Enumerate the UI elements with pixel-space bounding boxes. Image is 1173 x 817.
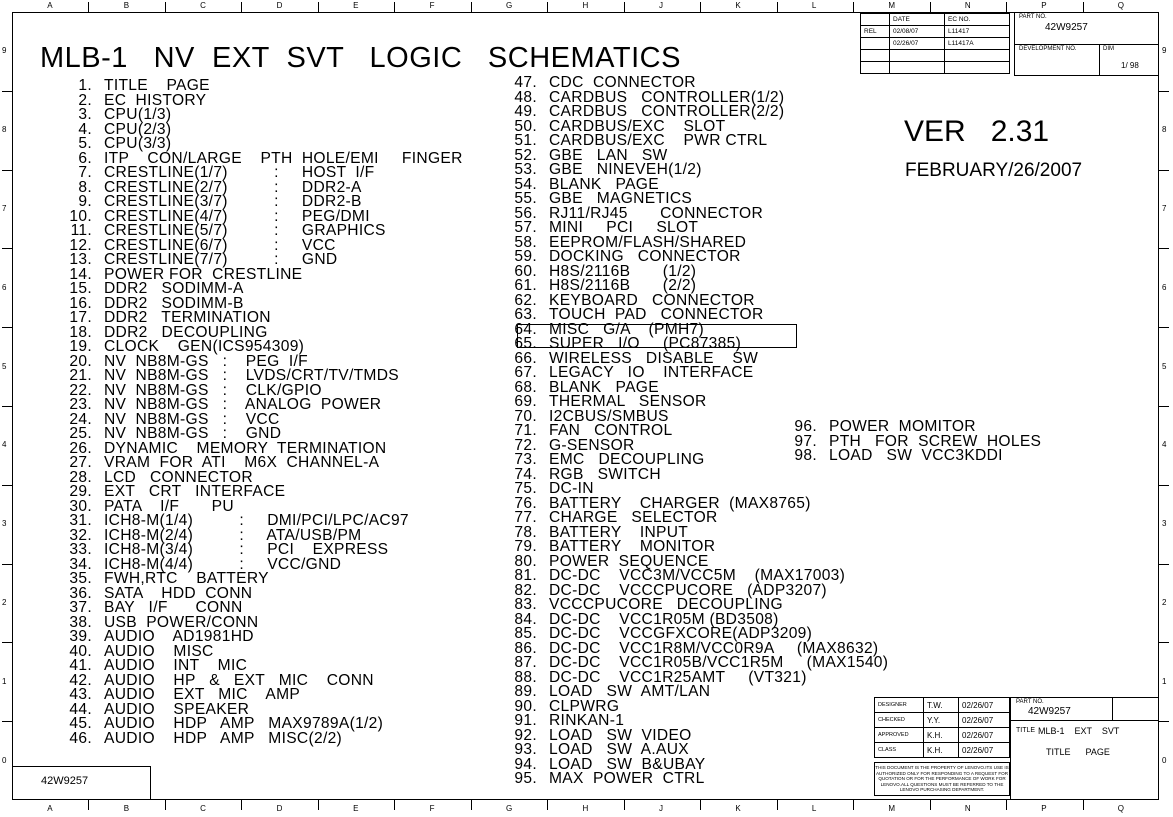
page-number: 85. xyxy=(514,625,537,642)
page-title-entry: EMC DECOUPLING xyxy=(549,451,705,468)
page-number: 5. xyxy=(78,135,92,152)
page-number: 39. xyxy=(69,628,92,645)
ruler-letter: C xyxy=(200,1,206,10)
page-number: 28. xyxy=(69,468,92,486)
signoff-row xyxy=(875,743,1010,758)
page-title-entry: NV NB8M-GS : VCC xyxy=(104,410,280,428)
page-title-entry: EC HISTORY xyxy=(104,91,207,109)
part-number-box: PART NO. 42W9257 DEVELOPMENT NO. DIM 1/ 98 xyxy=(1014,13,1159,76)
page-number: 38. xyxy=(69,613,92,631)
page-title-entry: NV NB8M-GS : LVDS/CRT/TV/TMDS xyxy=(104,367,399,384)
ruler-number: 6 xyxy=(1162,282,1167,292)
page-number: 19. xyxy=(69,338,92,355)
page-title-entry: ITP CON/LARGE PTH HOLE/EMI FINGER xyxy=(104,149,463,167)
page-number: 34. xyxy=(69,555,92,573)
signoff-date: 02/26/07 xyxy=(959,728,1010,743)
page-title-entry: DC-DC VCC1R05M (BD3508) xyxy=(549,610,779,628)
page-number: 95. xyxy=(514,770,537,787)
page-title-entry: TOUCH PAD CONNECTOR xyxy=(549,306,764,323)
page-number: 52. xyxy=(514,146,537,164)
page-title-entry: LCD CONNECTOR xyxy=(104,468,253,486)
page-number: 70. xyxy=(514,407,537,425)
page-number: 15. xyxy=(69,280,92,297)
page-number: 9. xyxy=(78,193,92,210)
ruler-letter: N xyxy=(964,804,971,813)
page-number: 3. xyxy=(78,106,92,123)
ruler-number: 6 xyxy=(2,282,7,292)
page-title-entry: DYNAMIC MEMORY TERMINATION xyxy=(104,439,387,457)
page-title-entry: CRESTLINE(2/7) : DDR2-A xyxy=(104,178,362,196)
page-number: 17. xyxy=(69,309,92,326)
title-block-subtitle: TITLE PAGE xyxy=(1046,747,1110,757)
page-number: 47. xyxy=(514,74,537,91)
page-title-entry: CPU(1/3) xyxy=(104,106,172,123)
ruler-letter: E xyxy=(353,1,359,10)
page-title-entry: CRESTLINE(3/7) : DDR2-B xyxy=(104,193,362,210)
version-label: VER 2.31 xyxy=(904,115,1050,148)
rel-label: REL xyxy=(861,26,890,38)
page-number: 76. xyxy=(514,494,537,512)
page-title-entry: SUPER I/O (PC87385) xyxy=(549,335,742,352)
page-number: 89. xyxy=(514,683,537,700)
page-title-entry: G-SENSOR xyxy=(549,436,635,454)
page-number: 25. xyxy=(69,425,92,442)
signoff-row xyxy=(875,728,1010,743)
page-number: 54. xyxy=(514,175,537,193)
page-number: 93. xyxy=(514,741,537,758)
page-title-entry: MINI PCI SLOT xyxy=(549,219,699,236)
page-number: 32. xyxy=(69,526,92,544)
title-block-title: MLB-1 EXT SVT xyxy=(1038,726,1120,736)
revision-table: DATE EC NO. REL 02/08/07 L11417 02/26/07 L11417A xyxy=(860,13,1010,74)
page-title-entry: AUDIO MISC xyxy=(104,642,214,660)
page-number: 83. xyxy=(514,596,537,613)
page-number: 57. xyxy=(514,219,537,236)
page-title-entry: BATTERY MONITOR xyxy=(549,538,716,555)
page-title-entry: LOAD SW VIDEO xyxy=(549,726,692,744)
ruler-letter: H xyxy=(582,804,589,813)
page-number: 64. xyxy=(514,320,537,338)
signoff-role: APPROVED xyxy=(875,728,924,743)
ruler-number: 0 xyxy=(1162,755,1167,765)
page-title-entry: WIRELESS DISABLE SW xyxy=(549,349,759,367)
page-title-entry: LOAD SW VCC3KDDI xyxy=(829,447,1003,464)
signoff-role: CLASS xyxy=(875,743,924,758)
page-title-entry: RINKAN-1 xyxy=(549,712,625,729)
page-number: 30. xyxy=(69,497,92,515)
ruler-letter: J xyxy=(658,804,663,813)
page-title-entry: POWER MOMITOR xyxy=(829,418,976,435)
page-number: 62. xyxy=(514,291,537,309)
ruler-letter: G xyxy=(506,804,513,813)
ruler-letter: H xyxy=(582,1,589,10)
ruler-number: 9 xyxy=(1162,46,1167,56)
page-title-entry: AUDIO SPEAKER xyxy=(104,700,250,718)
page-title-entry: CLPWRG xyxy=(549,697,620,715)
page-title-entry: H8S/2116B (2/2) xyxy=(549,277,697,294)
page-title-entry: FWH,RTC BATTERY xyxy=(104,570,269,587)
page-number: 55. xyxy=(514,190,537,207)
page-number: 14. xyxy=(69,265,92,283)
page-title-entry: BLANK PAGE xyxy=(549,175,659,193)
page-number: 43. xyxy=(69,686,92,703)
signoff-date: 02/26/07 xyxy=(959,698,1010,713)
page-number: 35. xyxy=(69,570,92,587)
ruler-letter: J xyxy=(658,1,663,10)
ruler-number: 7 xyxy=(2,204,7,213)
page-title-entry: VRAM FOR ATI M6X CHANNEL-A xyxy=(104,454,380,471)
ruler-letter: N xyxy=(964,1,971,10)
page-title-entry: CPU(2/3) xyxy=(104,120,172,138)
page-number: 69. xyxy=(514,393,537,410)
page-title-entry: CARDBUS CONTROLLER(1/2) xyxy=(549,88,785,106)
page-title-entry: CRESTLINE(4/7) : PEG/DMI xyxy=(104,207,370,225)
page-title-entry: POWER SEQUENCE xyxy=(549,552,709,570)
part-number: 42W9257 xyxy=(1045,22,1088,33)
page-title-entry: AUDIO EXT MIC AMP xyxy=(104,686,301,703)
page-number: 61. xyxy=(514,277,537,294)
page-title-entry: NV NB8M-GS : GND xyxy=(104,425,282,442)
page-title-entry: DC-DC VCC1R05B/VCC1R5M (MAX1540) xyxy=(549,654,889,671)
page-title-entry: KEYBOARD CONNECTOR xyxy=(549,291,755,309)
page-title-entry: BATTERY INPUT xyxy=(549,523,689,541)
page-number: 44. xyxy=(69,700,92,718)
index-column-1 xyxy=(58,79,463,746)
ruler-letter: F xyxy=(429,1,435,10)
highlight-bracket xyxy=(517,320,797,348)
page-number: 59. xyxy=(514,248,537,265)
page-number: 63. xyxy=(514,306,537,323)
ruler-letter: D xyxy=(276,1,283,10)
page-title-entry: ICH8-M(3/4) : PCI EXPRESS xyxy=(104,541,389,558)
page-number: 27. xyxy=(69,454,92,471)
page-number: 8. xyxy=(78,178,92,196)
ruler-letter: B xyxy=(123,804,130,813)
version-date: FEBRUARY/26/2007 xyxy=(905,160,1083,181)
ruler-number: 3 xyxy=(2,519,7,529)
page-number: 75. xyxy=(514,480,537,497)
page-title-entry: AUDIO HDP AMP MAX9789A(1/2) xyxy=(104,715,384,732)
index-entry xyxy=(503,772,888,787)
ruler-number: 0 xyxy=(2,755,7,765)
page-number: 96. xyxy=(794,418,817,435)
page-title-entry: CRESTLINE(1/7) : HOST I/F xyxy=(104,164,375,181)
page-number: 60. xyxy=(514,262,537,280)
page-title-entry: EXT CRT INTERFACE xyxy=(104,483,286,500)
page-title-entry: BAY I/F CONN xyxy=(104,599,243,616)
page-title-entry: CARDBUS CONTROLLER(2/2) xyxy=(549,103,785,120)
ruler-letter: F xyxy=(429,804,435,813)
page-title-entry: AUDIO HDP AMP MISC(2/2) xyxy=(104,729,343,747)
page-number: 84. xyxy=(514,610,537,628)
page-title-entry: DC-DC VCCCPUCORE (ADP3207) xyxy=(549,581,827,599)
page-title-entry: SATA HDD CONN xyxy=(104,584,253,602)
ruler-letter: B xyxy=(123,1,130,10)
signoff-date: 02/26/07 xyxy=(959,713,1010,728)
page-title-entry: DC-DC VCC1R25AMT (VT321) xyxy=(549,668,807,686)
ruler-letter: A xyxy=(47,1,53,10)
page-number: 13. xyxy=(69,251,92,268)
ruler-letter: L xyxy=(811,804,817,813)
ruler-letter: K xyxy=(735,804,741,813)
page-title-entry: RJ11/RJ45 CONNECTOR xyxy=(549,204,764,222)
ruler-letter: P xyxy=(1041,1,1047,10)
page-title-entry: DDR2 TERMINATION xyxy=(104,309,271,326)
signoff-role: DESIGNER xyxy=(875,698,924,713)
page-number: 79. xyxy=(514,538,537,555)
page-title-entry: CRESTLINE(5/7) : GRAPHICS xyxy=(104,222,386,239)
page-number: 23. xyxy=(69,396,92,413)
page-title-entry: DC-DC VCCGFXCORE(ADP3209) xyxy=(549,625,813,642)
signoff-date: 02/26/07 xyxy=(959,743,1010,758)
page-number: 56. xyxy=(514,204,537,222)
page-number: 24. xyxy=(69,410,92,428)
ruler-number: 1 xyxy=(1162,676,1167,686)
page-number: 58. xyxy=(514,233,537,251)
ruler-number: 4 xyxy=(2,440,7,450)
page-title-entry: NV NB8M-GS : CLK/GPIO xyxy=(104,381,322,399)
page-number: 94. xyxy=(514,755,537,773)
ruler-number: 9 xyxy=(2,46,7,56)
page-number: 71. xyxy=(514,422,537,439)
page-title-entry: CRESTLINE(7/7) : GND xyxy=(104,251,338,268)
page-number: 48. xyxy=(514,88,537,106)
page-title-entry: AUDIO AD1981HD xyxy=(104,628,254,645)
page-title-entry: USB POWER/CONN xyxy=(104,613,259,631)
title-block-part-number: 42W9257 xyxy=(1028,706,1071,717)
page-number: 86. xyxy=(514,639,537,657)
page-title-entry: GBE NINEVEH(1/2) xyxy=(549,161,702,178)
page-number: 16. xyxy=(69,294,92,312)
title-block: PART NO. 42W9257 TITLE MLB-1 EXT SVT TITLE PAGE xyxy=(1010,697,1159,800)
index-entry xyxy=(783,449,1041,464)
page-title-entry: LOAD SW A.AUX xyxy=(549,741,689,758)
ruler-letter: Q xyxy=(1117,1,1124,10)
page-number: 18. xyxy=(69,323,92,341)
ruler-letter: L xyxy=(811,1,817,10)
ruler-number: 3 xyxy=(1162,519,1167,529)
page-title-entry: LOAD SW B&UBAY xyxy=(549,755,706,773)
signoff-row xyxy=(875,698,1010,713)
ruler-number: 2 xyxy=(2,598,7,607)
page-number: 65. xyxy=(514,335,537,352)
page-title-entry: EEPROM/FLASH/SHARED xyxy=(549,233,747,251)
page-title-entry: FAN CONTROL xyxy=(549,422,673,439)
index-entry xyxy=(58,729,463,747)
page-title-entry: ICH8-M(1/4) : DMI/PCI/LPC/AC97 xyxy=(104,512,409,529)
page-number: 6. xyxy=(78,149,92,167)
page-title-entry: DDR2 DECOUPLING xyxy=(104,323,268,341)
ruler-letter: C xyxy=(200,804,206,813)
page-number: 92. xyxy=(514,726,537,744)
page-number: 21. xyxy=(69,367,92,384)
page-title-entry: DOCKING CONNECTOR xyxy=(549,248,741,265)
page-title-entry: NV NB8M-GS : PEG I/F xyxy=(104,352,308,370)
ruler-number: 5 xyxy=(2,361,7,371)
page-number: 50. xyxy=(514,117,537,135)
ruler-number: 4 xyxy=(1162,440,1167,450)
ruler-number: 5 xyxy=(1162,361,1167,371)
page-number: 91. xyxy=(514,712,537,729)
page-number: 90. xyxy=(514,697,537,715)
page-number: 46. xyxy=(69,729,92,747)
signoff-role: CHECKED xyxy=(875,713,924,728)
ruler-letter: P xyxy=(1041,804,1047,813)
page-number: 10. xyxy=(69,207,92,225)
page-number: 42. xyxy=(69,671,92,689)
page-number: 77. xyxy=(514,509,537,526)
ruler-letter: G xyxy=(506,1,513,10)
page-number: 31. xyxy=(69,512,92,529)
page-title-entry: AUDIO INT MIC xyxy=(104,657,248,674)
disclaimer-text: THIS DOCUMENT IS THE PROPERTY OF LENOVO.ITS USE IS AUTHORIZED ONLY FOR RESPONDING TO A REQUEST FOR QUOTATION OR FOR THE PERFORMANCE OF WORK FOR LENOVO.ALL QUESTIONS MUST BE REFERRED TO THE LENOVO PURCHASING DEPARTMENT. xyxy=(874,762,1010,796)
bottom-part-number: 42W9257 xyxy=(12,766,151,800)
page-title-entry: CDC CONNECTOR xyxy=(549,74,696,91)
page-title-entry: H8S/2116B (1/2) xyxy=(549,262,697,280)
page-number: 49. xyxy=(514,103,537,120)
page-number: 11. xyxy=(70,222,92,239)
page-number: 53. xyxy=(514,161,537,178)
page-number: 37. xyxy=(69,599,92,616)
ruler-letter: A xyxy=(47,804,53,813)
page-number: 72. xyxy=(514,436,537,454)
page-number: 1. xyxy=(78,77,92,94)
ruler-letter: E xyxy=(353,804,359,813)
ruler-letter: K xyxy=(735,1,741,10)
page-title-entry: VCCCPUCORE DECOUPLING xyxy=(549,596,783,613)
index-column-3 xyxy=(783,420,1041,464)
page-title-entry: ICH8-M(2/4) : ATA/USB/PM xyxy=(104,526,362,544)
page-number: 68. xyxy=(514,378,537,396)
signoff-row xyxy=(875,713,1010,728)
ruler-number: 2 xyxy=(1162,598,1167,607)
page-title-entry: CLOCK GEN(ICS954309) xyxy=(104,338,305,355)
page-title-entry: LOAD SW AMT/LAN xyxy=(549,683,711,700)
signoff-name: K.H. xyxy=(924,743,959,758)
page-number: 4. xyxy=(78,120,92,138)
page-number: 66. xyxy=(514,349,537,367)
page-title-entry: AUDIO HP & EXT MIC CONN xyxy=(104,671,374,689)
page-title-entry: DDR2 SODIMM-B xyxy=(104,294,244,312)
page-title-entry: I2CBUS/SMBUS xyxy=(549,407,669,425)
page-title-entry: GBE LAN SW xyxy=(549,146,668,164)
sheet-number: 1/ 98 xyxy=(1121,61,1139,70)
page-title-entry: ICH8-M(4/4) : VCC/GND xyxy=(104,555,342,573)
ruler-number: 8 xyxy=(1162,125,1167,135)
page-title-entry: CARDBUS/EXC SLOT xyxy=(549,117,726,135)
page-number: 36. xyxy=(69,584,92,602)
page-number: 40. xyxy=(69,642,92,660)
page-title-entry: PTH FOR SCREW HOLES xyxy=(829,432,1042,450)
page-title-entry: POWER FOR CRESTLINE xyxy=(104,265,303,283)
page-title-entry: THERMAL SENSOR xyxy=(549,393,707,410)
page-title-entry: MAX POWER CTRL xyxy=(549,770,705,787)
signoff-table xyxy=(874,697,1010,758)
page-number: 97. xyxy=(794,432,817,450)
ruler-number: 1 xyxy=(2,676,7,686)
page-title-entry: DC-DC VCC1R8M/VCC0R9A (MAX8632) xyxy=(549,639,879,657)
page-title-entry: DDR2 SODIMM-A xyxy=(104,280,244,297)
page-title-entry: CPU(3/3) xyxy=(104,135,172,152)
page-number: 81. xyxy=(514,567,537,584)
page-title-entry: MISC G/A (PMH7) xyxy=(549,320,705,338)
page-title-entry: BATTERY CHARGER (MAX8765) xyxy=(549,494,811,512)
page-number: 7. xyxy=(78,164,92,181)
page-title-entry: CARDBUS/EXC PWR CTRL xyxy=(549,132,768,149)
page-number: 41. xyxy=(69,657,92,674)
page-title-entry: RGB SWITCH xyxy=(549,465,661,483)
ruler-number: 7 xyxy=(1162,204,1167,213)
page-title-entry: NV NB8M-GS : ANALOG POWER xyxy=(104,396,382,413)
signoff-name: T.W. xyxy=(924,698,959,713)
page-title-entry: GBE MAGNETICS xyxy=(549,190,693,207)
page-number: 78. xyxy=(514,523,537,541)
page-number: 33. xyxy=(69,541,92,558)
ruler-letter: D xyxy=(276,804,283,813)
page-number: 26. xyxy=(69,439,92,457)
page-number: 22. xyxy=(69,381,92,399)
ruler-number: 8 xyxy=(2,125,7,135)
page-title-entry: DC-DC VCC3M/VCC5M (MAX17003) xyxy=(549,567,846,584)
page-title-entry: LEGACY IO INTERFACE xyxy=(549,364,754,381)
signoff-name: Y.Y. xyxy=(924,713,959,728)
page-number: 87. xyxy=(514,654,537,671)
page-title-entry: CHARGE SELECTOR xyxy=(549,509,718,526)
page-title-entry: PATA I/F PU xyxy=(104,497,234,515)
page-title-entry: CRESTLINE(6/7) : VCC xyxy=(104,236,336,254)
page-number: 20. xyxy=(69,352,92,370)
page-number: 88. xyxy=(514,668,537,686)
page-number: 2. xyxy=(78,91,92,109)
page-number: 73. xyxy=(514,451,537,468)
page-number: 51. xyxy=(514,132,537,149)
page-number: 98. xyxy=(794,447,817,464)
page-number: 29. xyxy=(69,483,92,500)
ruler-letter: Q xyxy=(1117,804,1124,813)
page-title-entry: TITLE PAGE xyxy=(104,77,210,94)
ruler-letter: M xyxy=(888,1,896,10)
page-title: MLB-1 NV EXT SVT LOGIC SCHEMATICS xyxy=(40,42,681,74)
ruler-letter: M xyxy=(888,804,896,813)
page-number: 12. xyxy=(69,236,92,254)
page-title-entry: DC-IN xyxy=(549,480,594,497)
page-number: 82. xyxy=(514,581,537,599)
signoff-name: K.H. xyxy=(924,728,959,743)
page-number: 74. xyxy=(514,465,537,483)
page-number: 67. xyxy=(514,364,537,381)
page-title-entry: BLANK PAGE xyxy=(549,378,659,396)
page-number: 80. xyxy=(514,552,537,570)
page-number: 45. xyxy=(69,715,92,732)
